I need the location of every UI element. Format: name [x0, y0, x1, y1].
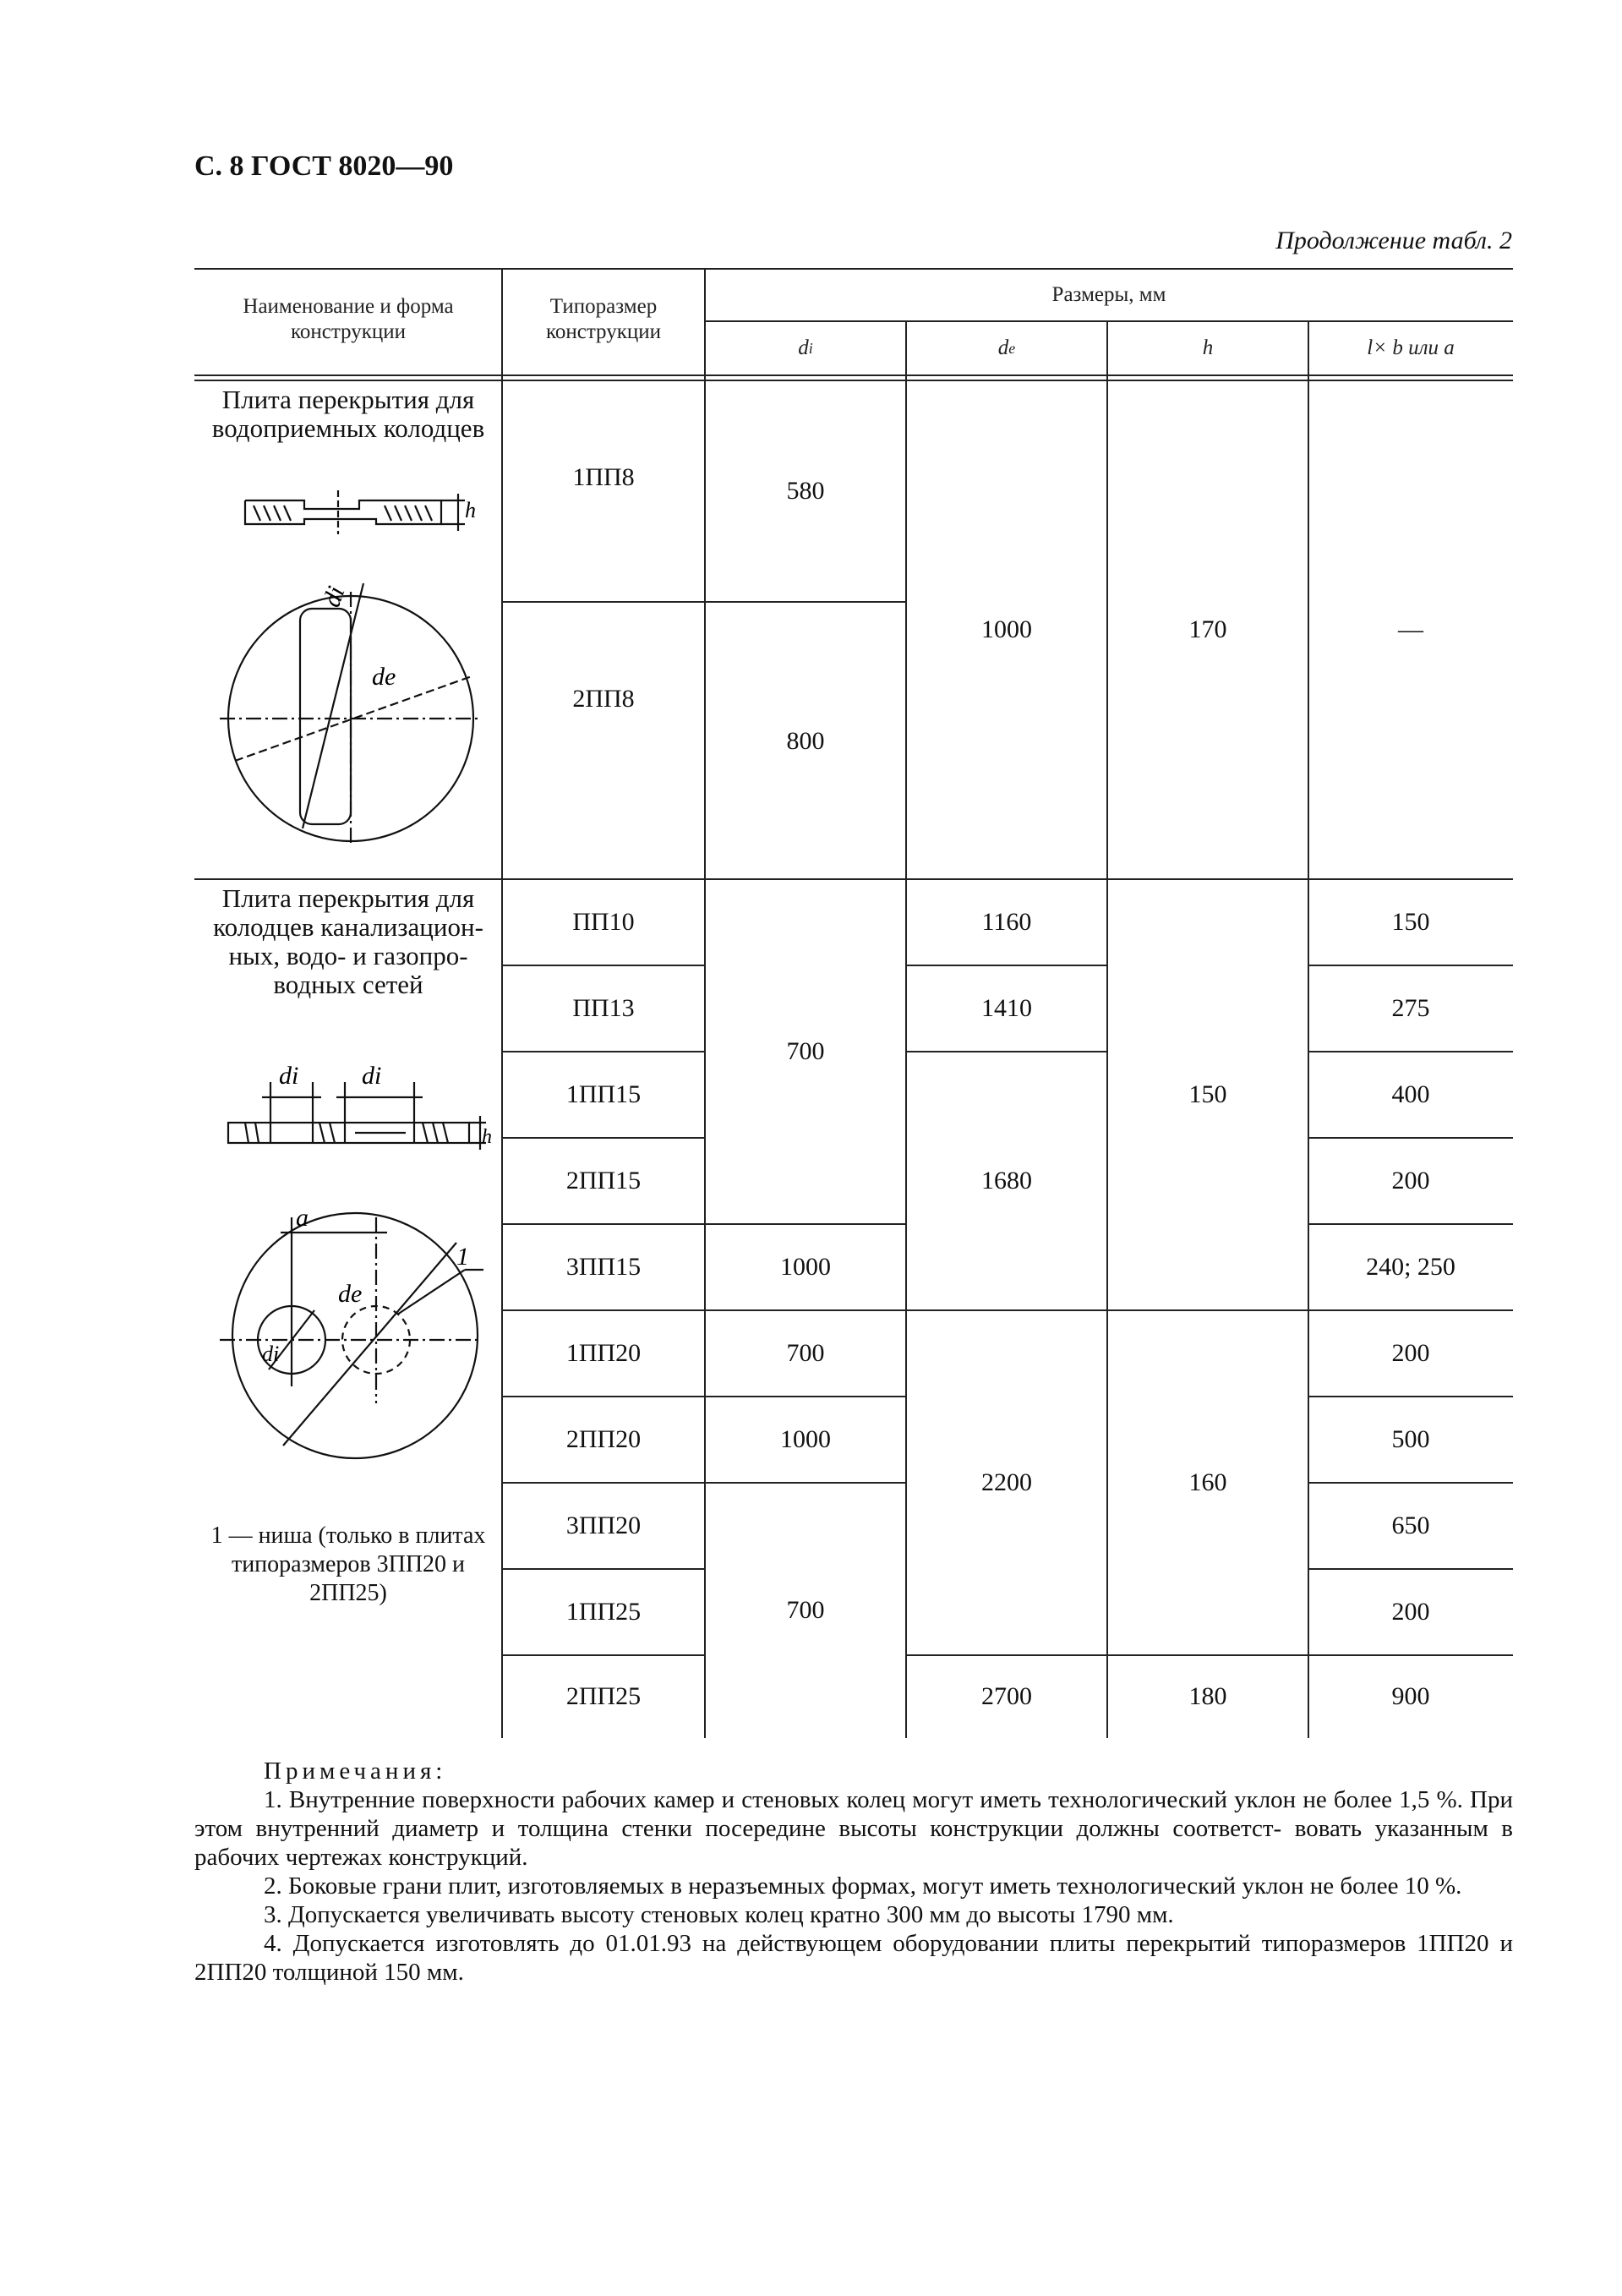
- row-pp10-size: ПП10: [572, 908, 635, 936]
- header-di: d i: [798, 336, 813, 359]
- row-2pp20-size: 2ПП20: [565, 1425, 642, 1453]
- row-1pp8-di: 580: [786, 477, 825, 505]
- row-pp10-de: 1160: [981, 908, 1032, 936]
- group2-de-pp15: 1680: [981, 1167, 1032, 1194]
- row-2pp8-di: 800: [786, 727, 825, 755]
- row-2pp25-size: 2ПП25: [565, 1682, 642, 1710]
- header-lba: l× b или a: [1367, 336, 1455, 359]
- svg-text:h: h: [482, 1126, 492, 1148]
- row-2pp15-lba: 200: [1391, 1167, 1430, 1194]
- page-header: С. 8 ГОСТ 8020—90: [194, 150, 454, 182]
- note-3: 3. Допускается увеличивать высоту стеновых колец кратно 300 мм до высоты 1790 мм.: [264, 1901, 1174, 1928]
- group2-de-pp20: 2200: [981, 1468, 1032, 1496]
- group2-name: Плита перекрытия для колодцев канализацион- ных, водо- и газопро- водных сетей: [213, 883, 483, 999]
- row-3pp15-lba: 240; 250: [1366, 1253, 1455, 1281]
- note-2: 2. Боковые грани плит, изготовляемых в неразъемных формах, могут иметь технологический уклон не более 10 %.: [264, 1872, 1462, 1900]
- group1-lba: —: [1398, 615, 1423, 643]
- row-pp13-lba: 275: [1391, 994, 1430, 1022]
- row-1pp15-lba: 400: [1391, 1080, 1430, 1108]
- header-de: d e: [997, 336, 1016, 359]
- svg-text:di: di: [262, 1342, 280, 1366]
- row-2pp25-lba: 900: [1391, 1682, 1430, 1710]
- group1-name: Плита перекрытия для водоприемных колодцев: [211, 385, 485, 443]
- row-3pp20-size: 3ПП20: [565, 1512, 642, 1539]
- header-dimensions: Размеры, мм: [1051, 283, 1166, 306]
- header-size: Типоразмер конструкции: [545, 295, 662, 343]
- group2-h-180: 180: [1188, 1682, 1227, 1710]
- row-1pp25-size: 1ПП25: [565, 1598, 642, 1626]
- row-2pp15-size: 2ПП15: [565, 1167, 642, 1194]
- table-caption: Продолжение табл. 2: [1275, 227, 1512, 254]
- notes: [194, 1757, 1513, 1987]
- note-4: 4. Допускается изготовлять до 01.01.93 на действующем оборудовании плиты перекрытий типоразмеров 1ПП20 и 2ПП20 толщиной 150 мм.: [194, 1930, 1513, 1986]
- row-2pp20-di: 1000: [780, 1425, 831, 1453]
- notes-title: Примечания:: [264, 1758, 447, 1785]
- row-3pp15-size: 3ПП15: [565, 1253, 642, 1281]
- row-3pp15-di: 1000: [780, 1253, 831, 1281]
- group2-di-700-b: 700: [786, 1596, 825, 1624]
- row-pp10-lba: 150: [1391, 908, 1430, 936]
- row-1pp15-size: 1ПП15: [565, 1080, 642, 1108]
- group2-h-160: 160: [1188, 1468, 1227, 1496]
- row-1pp20-lba: 200: [1391, 1339, 1430, 1367]
- group2-di-700-a: 700: [786, 1037, 825, 1065]
- row-pp13-size: ПП13: [572, 994, 635, 1022]
- row-1pp20-di: 700: [786, 1339, 825, 1367]
- group1-h: 170: [1188, 615, 1227, 643]
- row-pp13-de: 1410: [981, 994, 1032, 1022]
- svg-text:di: di: [279, 1062, 299, 1090]
- svg-text:de: de: [338, 1280, 363, 1308]
- group1-de: 1000: [981, 615, 1032, 643]
- slab-drawing-2: [211, 1048, 490, 1471]
- niche-footnote: 1 — ниша (только в плитах типоразмеров 3ПП20 и 2ПП25): [210, 1522, 486, 1606]
- svg-text:de: de: [372, 663, 396, 691]
- group2-h-150: 150: [1188, 1080, 1227, 1108]
- header-name: Наименование и форма конструкции: [243, 295, 454, 343]
- group2-de-pp25: 2700: [981, 1682, 1032, 1710]
- row-3pp20-lba: 650: [1391, 1512, 1430, 1539]
- header-h: h: [1202, 336, 1214, 359]
- svg-text:h: h: [465, 498, 476, 522]
- row-1pp20-size: 1ПП20: [565, 1339, 642, 1367]
- slab-drawing-1: [211, 456, 490, 879]
- svg-text:1: 1: [456, 1243, 469, 1271]
- row-1pp25-lba: 200: [1391, 1598, 1430, 1626]
- row-2pp20-lba: 500: [1391, 1425, 1430, 1453]
- note-1: 1. Внутренние поверхности рабочих камер и стеновых колец могут иметь технологический уклон не более 1,5 %. При этом внутренний диаметр и толщина стенки посередине высоты конструкции должны соответст- вовать указанным в рабочих чертежах конструкций.: [194, 1786, 1513, 1871]
- svg-text:a: a: [296, 1204, 309, 1232]
- svg-text:di: di: [317, 582, 351, 611]
- row-2pp8-size: 2ПП8: [572, 685, 635, 713]
- svg-text:di: di: [362, 1062, 382, 1090]
- row-1pp8-size: 1ПП8: [572, 463, 635, 491]
